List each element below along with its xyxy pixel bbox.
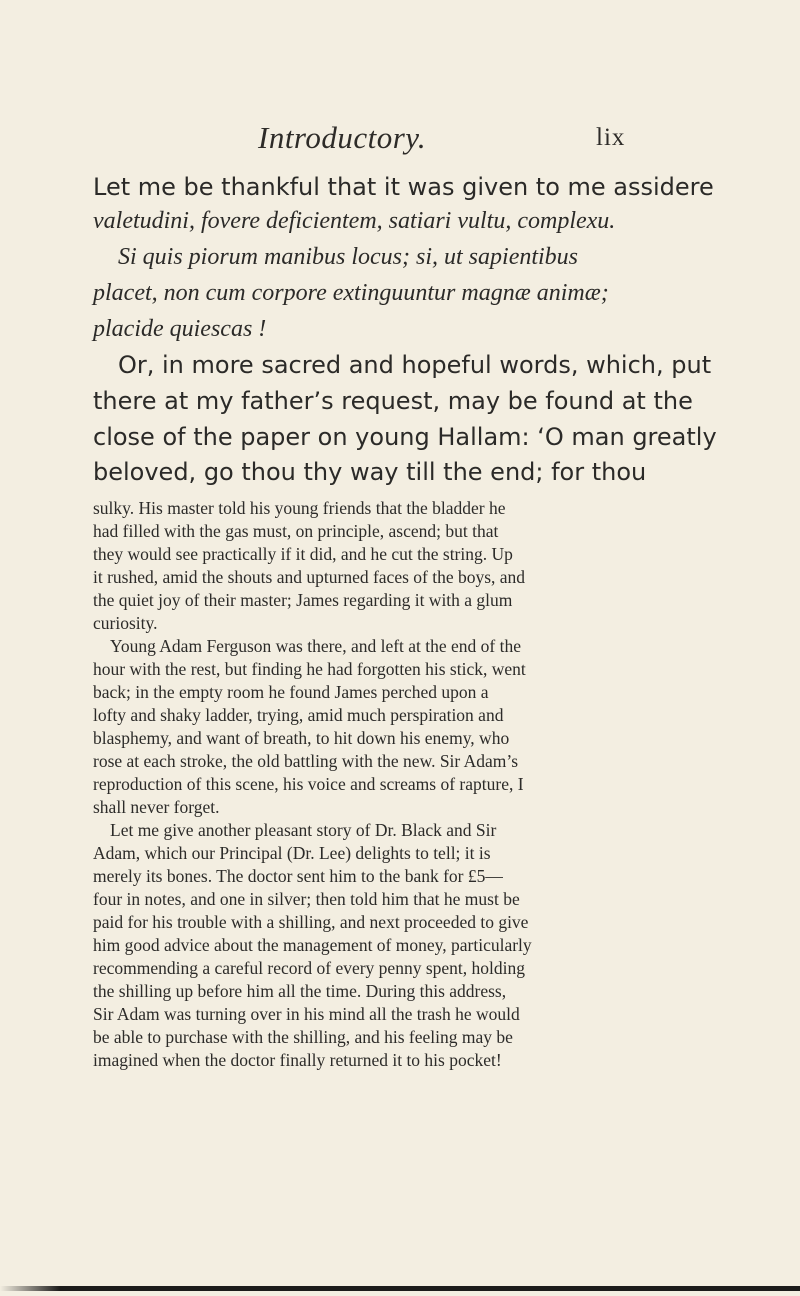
text-line: sulky. His master told his young friends that the bladder he	[93, 498, 506, 518]
text-line: Adam, which our Principal (Dr. Lee) delights to tell; it is	[93, 843, 491, 863]
text-line: lofty and shaky ladder, trying, amid much perspiration and	[93, 705, 504, 725]
text-line: recommending a careful record of every penny spent, holding	[93, 958, 525, 978]
running-title: Introductory.	[258, 120, 427, 155]
text-line: Or, in more sacred and hopeful words, which, put	[118, 351, 712, 379]
text-line: there at my father’s request, may be found at the	[93, 387, 693, 415]
text-line: curiosity.	[93, 613, 158, 633]
text-line: the quiet joy of their master; James regarding it with a glum	[93, 590, 513, 610]
text-line: be able to purchase with the shilling, and his feeling may be	[93, 1027, 513, 1047]
text-line: it rushed, amid the shouts and upturned faces of the boys, and	[93, 567, 526, 587]
text-line: back; in the empty room he found James perched upon a	[93, 682, 489, 702]
text-line: paid for his trouble with a shilling, and next proceeded to give	[93, 912, 529, 932]
text-line: Si quis piorum manibus locus; si, ut sapientibus	[118, 244, 579, 270]
text-line: hour with the rest, but finding he had forgotten his stick, went	[93, 659, 526, 679]
text-line: imagined when the doctor finally returned it to his pocket!	[93, 1050, 502, 1070]
text-line: shall never forget.	[93, 797, 220, 817]
text-line: valetudini, fovere deficientem, satiari vultu, complexu.	[93, 208, 616, 234]
page-edge-fade	[0, 1286, 60, 1291]
text-line: Sir Adam was turning over in his mind all the trash he would	[93, 1004, 520, 1024]
text-line: placide quiescas !	[93, 316, 267, 342]
text-line: the shilling up before him all the time. During this address,	[93, 981, 507, 1001]
text-line: merely its bones. The doctor sent him to the bank for £5—	[93, 866, 503, 886]
text-line: close of the paper on young Hallam: ‘O man greatly	[93, 423, 717, 451]
text-line: Let me give another pleasant story of Dr. Black and Sir	[110, 820, 497, 840]
text-line: had filled with the gas must, on principle, ascend; but that	[93, 521, 499, 541]
page-edge-shadow	[28, 1286, 800, 1291]
text-line: him good advice about the management of money, particularly	[93, 935, 532, 955]
text-line: rose at each stroke, the old battling with the new. Sir Adam’s	[93, 751, 519, 771]
page-header	[0, 120, 800, 160]
text-line: beloved, go thou thy way till the end; for thou	[93, 458, 647, 486]
text-line: they would see practically if it did, and he cut the string. Up	[93, 544, 513, 564]
text-line: Young Adam Ferguson was there, and left at the end of the	[110, 636, 522, 656]
text-line: Let me be thankful that it was given to me assidere	[93, 173, 714, 201]
text-line: blasphemy, and want of breath, to hit down his enemy, who	[93, 728, 510, 748]
text-line: placet, non cum corpore extinguuntur magnæ animæ;	[93, 280, 609, 306]
page-number: lix	[596, 124, 626, 151]
text-line: reproduction of this scene, his voice and screams of rapture, I	[93, 774, 524, 794]
text-line: four in notes, and one in silver; then told him that he must be	[93, 889, 520, 909]
